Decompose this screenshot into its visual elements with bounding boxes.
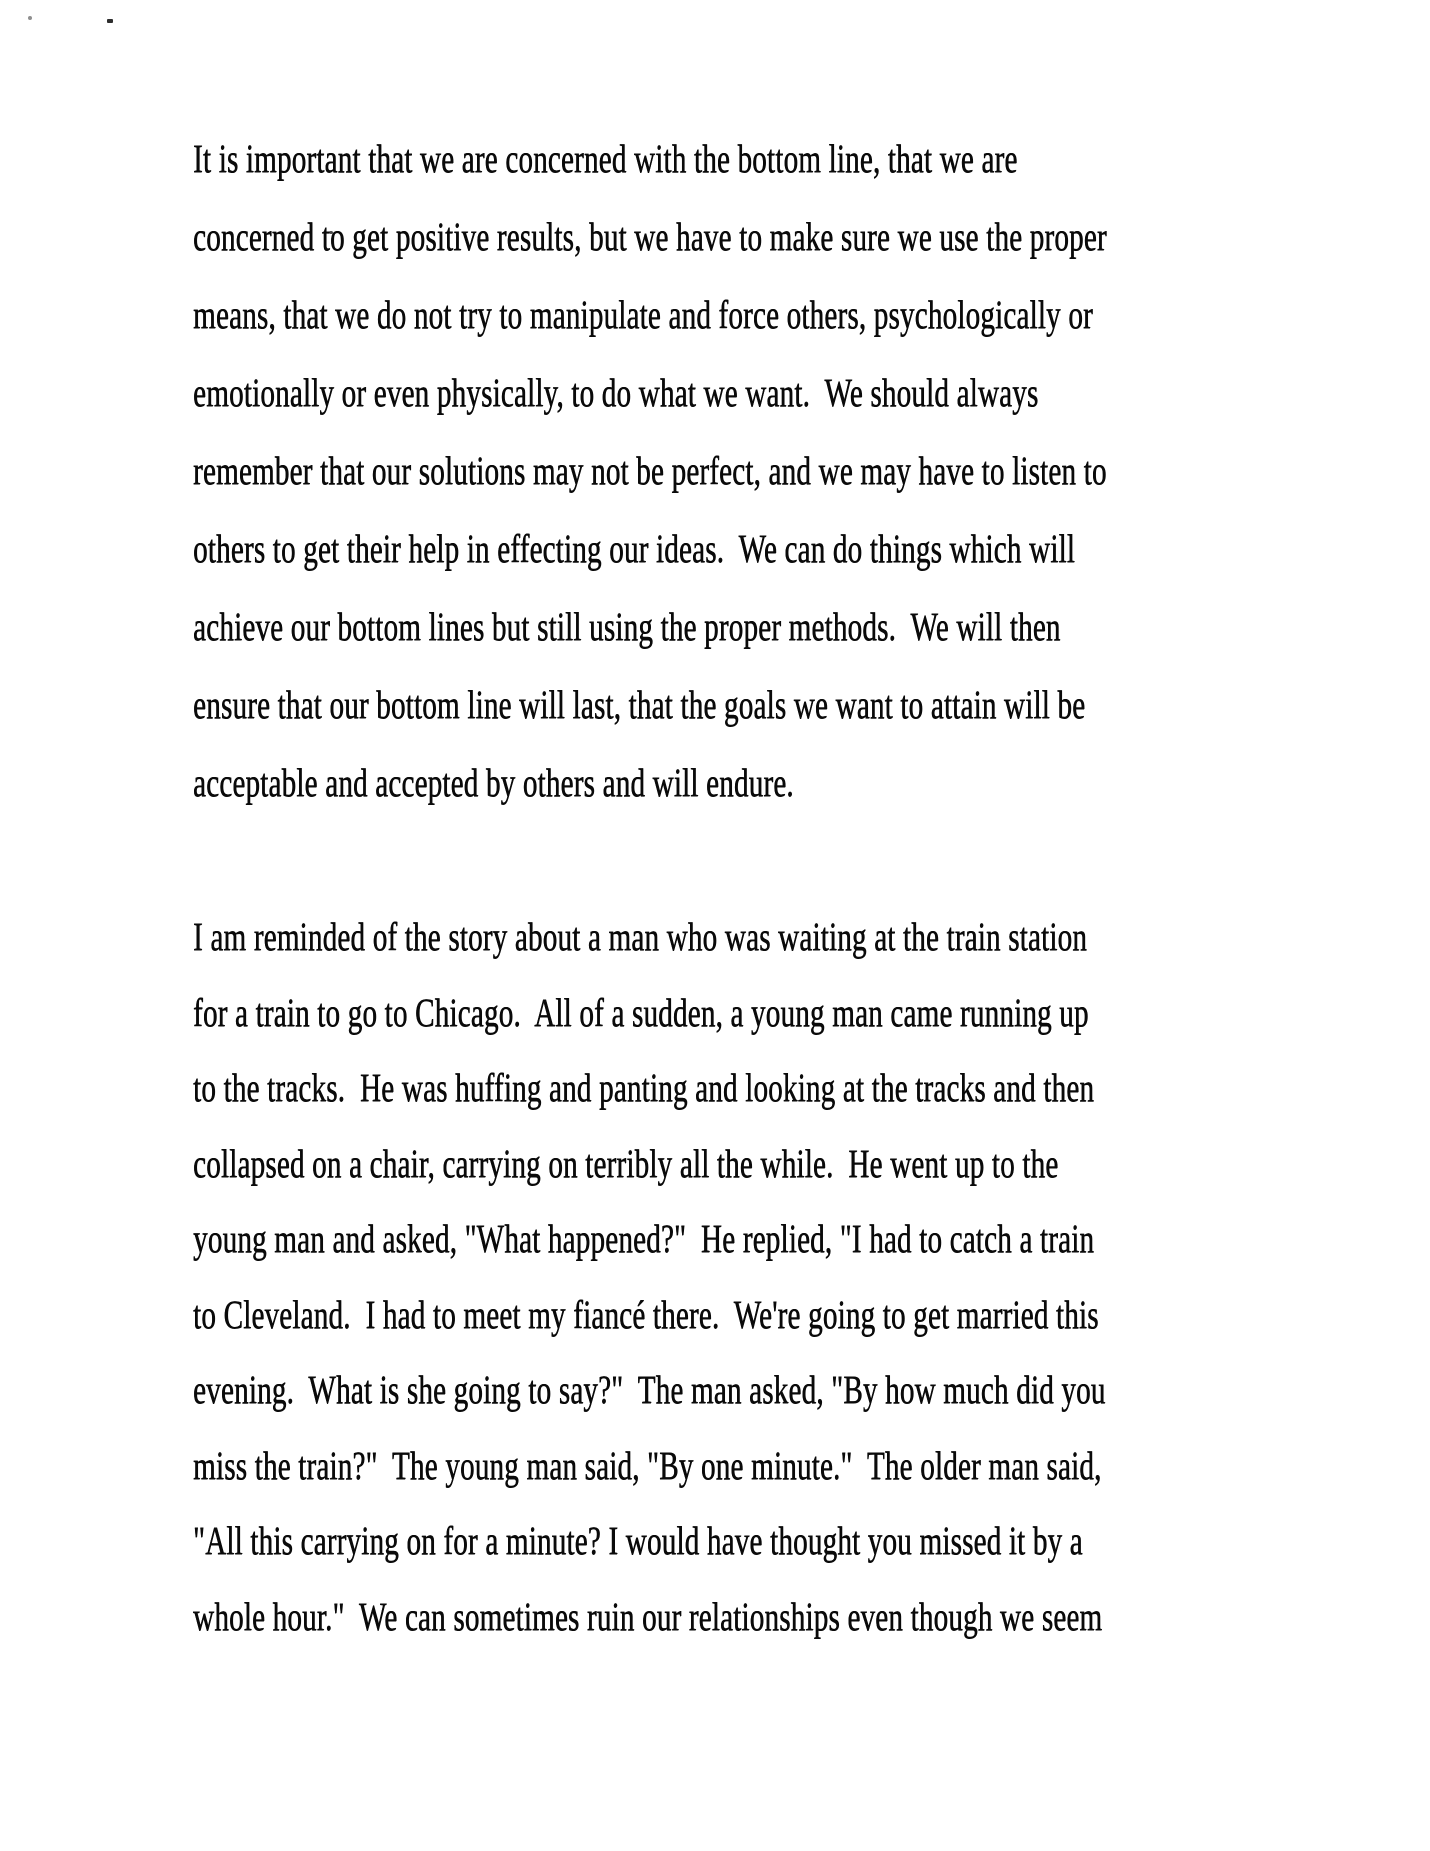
text-line: whole hour." We can sometimes ruin our relationships even though we seem: [193, 1593, 1103, 1639]
text-line: young man and asked, "What happened?" He replied, "I had to catch a train: [193, 1216, 1095, 1261]
text-line: It is important that we are concerned with the bottom line, that we are: [193, 136, 1018, 181]
text-line: miss the train?" The young man said, "By one minute." The older man said,: [193, 1442, 1102, 1488]
text-line: concerned to get positive results, but we have to make sure we use the proper: [193, 214, 1107, 259]
text-line: means, that we do not try to manipulate and force others, psychologically or: [193, 292, 1093, 337]
text-line: I am reminded of the story about a man who was waiting at the train station: [193, 914, 1088, 959]
text-line: to the tracks. He was huffing and panting and looking at the tracks and then: [193, 1065, 1095, 1110]
scan-speck: [107, 19, 113, 23]
paragraph-train-story: [193, 899, 1288, 1654]
text-line: to Cleveland. I had to meet my fiancé there. We're going to get married this: [193, 1291, 1099, 1337]
text-line: ensure that our bottom line will last, that the goals we want to attain will be: [193, 682, 1086, 727]
text-line: evening. What is she going to say?" The man asked, "By how much did you: [193, 1367, 1106, 1412]
text-line: "All this carrying on for a minute? I would have thought you missed it by a: [193, 1518, 1083, 1563]
scan-speck: [28, 16, 32, 20]
text-line: acceptable and accepted by others and will endure.: [193, 760, 794, 805]
paragraph-bottom-line: [193, 120, 1288, 822]
text-line: remember that our solutions may not be perfect, and we may have to listen to: [193, 448, 1107, 493]
text-line: for a train to go to Chicago. All of a sudden, a young man came running up: [193, 989, 1089, 1035]
text-line: collapsed on a chair, carrying on terribly all the while. He went up to the: [193, 1140, 1059, 1186]
text-line: emotionally or even physically, to do what we want. We should always: [193, 370, 1039, 415]
text-line: achieve our bottom lines but still using the proper methods. We will then: [193, 604, 1061, 649]
text-line: others to get their help in effecting our ideas. We can do things which will: [193, 526, 1075, 571]
